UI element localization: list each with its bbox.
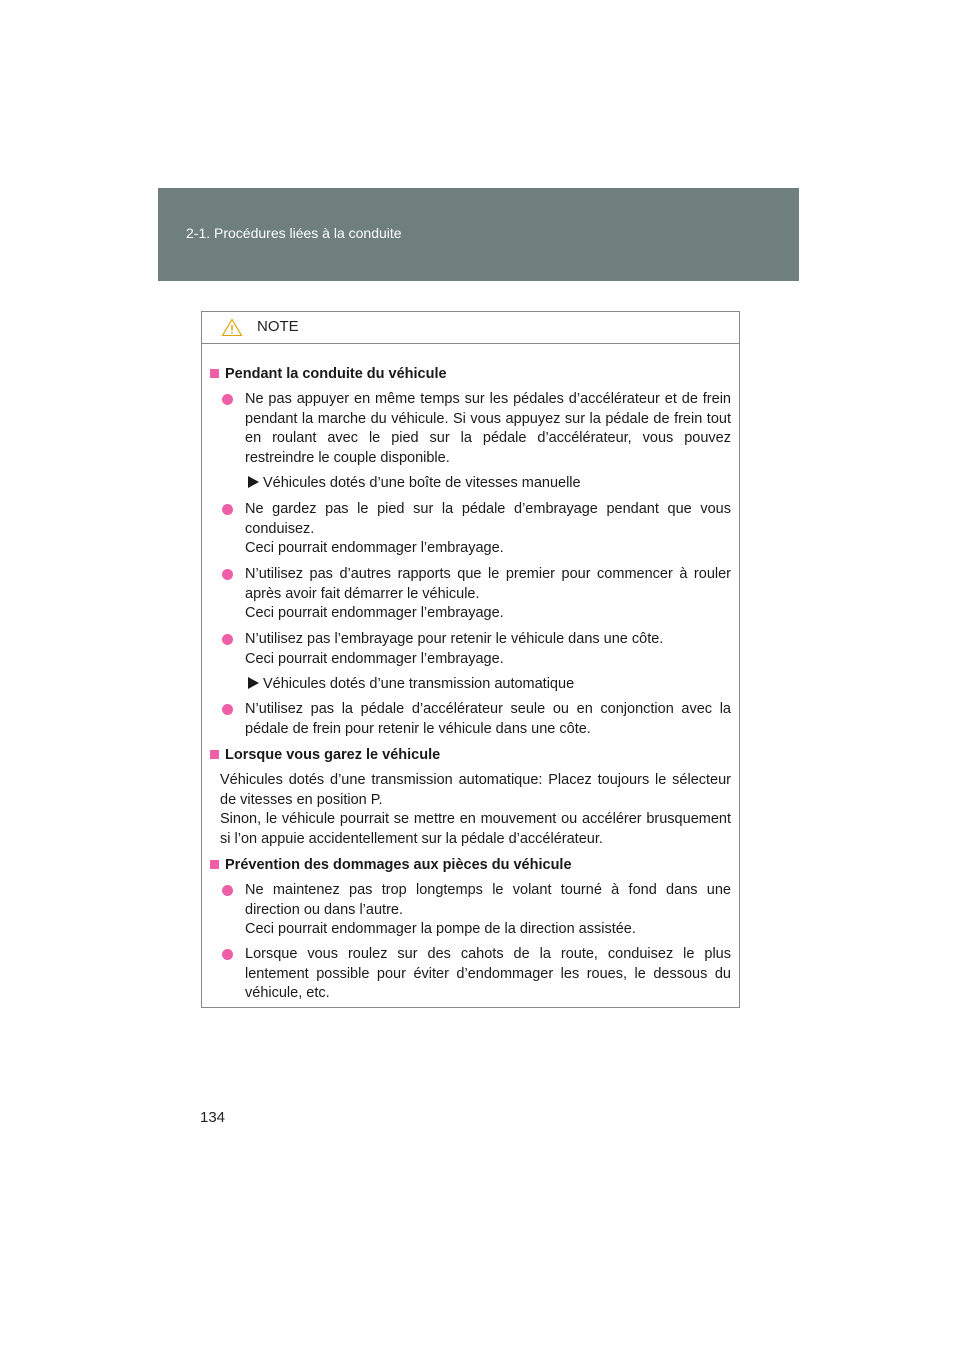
header-band bbox=[158, 188, 799, 281]
list-item: N’utilisez pas l’embrayage pour retenir le véhicule dans une côte. Ceci pourrait endommager l’embrayage. bbox=[233, 630, 731, 669]
page-number: 134 bbox=[200, 1109, 226, 1126]
section-title: 2-1. Procédures liées à la conduite bbox=[186, 225, 402, 241]
bullet-icon bbox=[222, 949, 233, 960]
section-heading-driving: Pendant la conduite du véhicule bbox=[210, 365, 729, 385]
list-item: N’utilisez pas la pédale d’accélérateur seule ou en conjonction avec la pédale de frein pour retenir le véhicule dans une côte. bbox=[233, 700, 731, 739]
list-item: Ne maintenez pas trop longtemps le volant tourné à fond dans une direction ou dans l’autre. Ceci pourrait endommager la pompe de la direction assistée. bbox=[233, 881, 731, 940]
square-bullet-icon bbox=[210, 750, 219, 759]
warning-icon bbox=[221, 318, 243, 337]
paragraph: Véhicules dotés d’une transmission automatique: Placez toujours le sélecteur de vitesses en position P. Sinon, le véhicule pourrait se mettre en mouvement ou accélérer brusquement si l’on appuie accidentellement sur la pédale d’accélérateur. bbox=[220, 772, 731, 847]
list-item: Lorsque vous roulez sur des cahots de la route, conduisez le plus lentement possible pour éviter d’endommager les roues, le dessous du véhicule, etc. bbox=[233, 945, 731, 1004]
arrow-right-icon bbox=[248, 677, 259, 689]
section-heading-parking: Lorsque vous garez le véhicule bbox=[210, 746, 729, 766]
subheading-manual: Véhicules dotés d’une boîte de vitesses manuelle bbox=[248, 474, 581, 494]
bullet-icon bbox=[222, 704, 233, 715]
bullet-icon bbox=[222, 504, 233, 515]
list-item: Ne pas appuyer en même temps sur les pédales d’accélérateur et de frein pendant la marche du véhicule. Si vous appuyez sur la pédale de frein tout en roulant avec le pied sur la pédale d’accélérateur, vous pouvez restreindre le couple disponible. bbox=[233, 390, 731, 468]
arrow-right-icon bbox=[248, 476, 259, 488]
subheading-automatic: Véhicules dotés d’une transmission automatique bbox=[248, 675, 574, 695]
note-header bbox=[202, 312, 739, 344]
bullet-icon bbox=[222, 885, 233, 896]
bullet-icon bbox=[222, 394, 233, 405]
list-item: Ne gardez pas le pied sur la pédale d’embrayage pendant que vous conduisez. Ceci pourrait endommager l’embrayage. bbox=[233, 500, 731, 559]
section-heading-damage: Prévention des dommages aux pièces du véhicule bbox=[210, 856, 729, 876]
square-bullet-icon bbox=[210, 860, 219, 869]
note-box bbox=[201, 311, 740, 1008]
note-label: NOTE bbox=[257, 318, 299, 335]
bullet-icon bbox=[222, 634, 233, 645]
bullet-icon bbox=[222, 569, 233, 580]
list-item: N’utilisez pas d’autres rapports que le premier pour commencer à rouler après avoir fait démarrer le véhicule. Ceci pourrait endommager l’embrayage. bbox=[233, 565, 731, 624]
square-bullet-icon bbox=[210, 369, 219, 378]
